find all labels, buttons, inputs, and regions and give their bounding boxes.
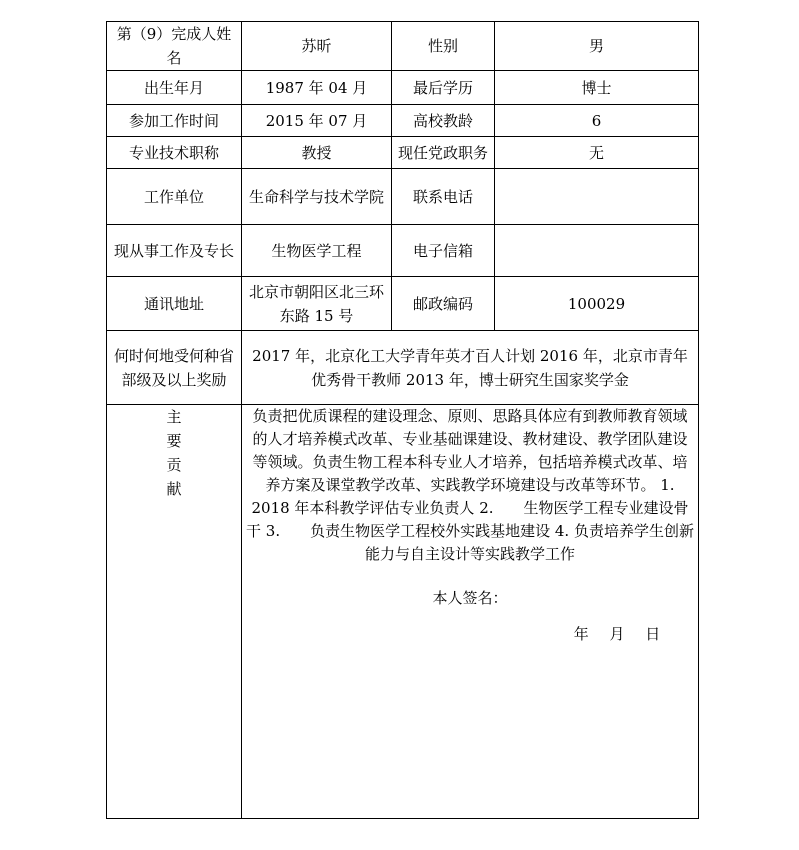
contribution-char: 要 [166, 432, 182, 450]
label-gender: 性别 [392, 22, 495, 71]
row-birth [107, 71, 699, 105]
value-name: 苏昕 [242, 22, 392, 71]
label-birth: 出生年月 [107, 71, 242, 105]
label-education: 最后学历 [392, 71, 495, 105]
value-specialty: 生物医学工程 [242, 225, 392, 277]
value-unit: 生命科学与技术学院 [242, 169, 392, 225]
value-title: 教授 [242, 137, 392, 169]
contribution-char: 主 [166, 408, 182, 426]
value-position: 无 [495, 137, 699, 169]
label-phone: 联系电话 [392, 169, 495, 225]
label-email: 电子信箱 [392, 225, 495, 277]
value-postcode: 100029 [495, 277, 699, 331]
value-gender: 男 [495, 22, 699, 71]
value-address: 北京市朝阳区北三环东路 15 号 [242, 277, 392, 331]
contribution-char: 贡 [166, 456, 182, 474]
signature-label: 本人签名： [432, 589, 508, 607]
label-awards: 何时何地受何种省部级及以上奖励 [107, 331, 242, 405]
value-awards: 2017 年，北京化工大学青年英才百人计划 2016 年，北京市青年优秀骨干教师 2013 年，博士研究生国家奖学金 [242, 331, 699, 405]
personnel-info-table [106, 21, 705, 819]
row-awards [107, 331, 699, 405]
value-teaching-years: 6 [495, 105, 699, 137]
label-teaching-years: 高校教龄 [392, 105, 495, 137]
label-title: 专业技术职称 [107, 137, 242, 169]
value-email [495, 225, 699, 277]
value-education: 博士 [495, 71, 699, 105]
row-name [107, 22, 699, 71]
label-position: 现任党政职务 [392, 137, 495, 169]
label-work-start: 参加工作时间 [107, 105, 242, 137]
row-contribution [107, 405, 699, 819]
row-title [107, 137, 699, 169]
row-unit [107, 169, 699, 225]
label-address: 通讯地址 [107, 277, 242, 331]
row-specialty [107, 225, 699, 277]
label-unit: 工作单位 [107, 169, 242, 225]
label-contribution [107, 405, 242, 819]
value-phone [495, 169, 699, 225]
row-address [107, 277, 699, 331]
contribution-cell [242, 405, 705, 819]
value-work-start: 2015 年 07 月 [242, 105, 392, 137]
contribution-text: 负责把优质课程的建设理念、原则、思路具体应有到教师教育领域的人才培养模式改革、专业基础课建设、教材建设、教学团队建设等领域。负责生物工程本科专业人才培养，包括培养模式改革、培养方案及课堂教学改革、实践教学环境建设与改革等环节。 1. 2018 年本科教学评估专业负责人 2. 生物医学工程专业建设骨干 3. 负责生物医学工程校外实践基地建设 4. 负责培养学生创新能力与自主设计等实践教学工作 [246, 407, 705, 563]
label-postcode: 邮政编码 [392, 277, 495, 331]
contribution-char: 献 [166, 480, 182, 498]
value-birth: 1987 年 04 月 [242, 71, 392, 105]
label-name: 第（9）完成人姓名 [107, 22, 242, 71]
signature-date: 年 月 日 [573, 625, 661, 643]
row-work-start [107, 105, 699, 137]
label-specialty: 现从事工作及专长 [107, 225, 242, 277]
